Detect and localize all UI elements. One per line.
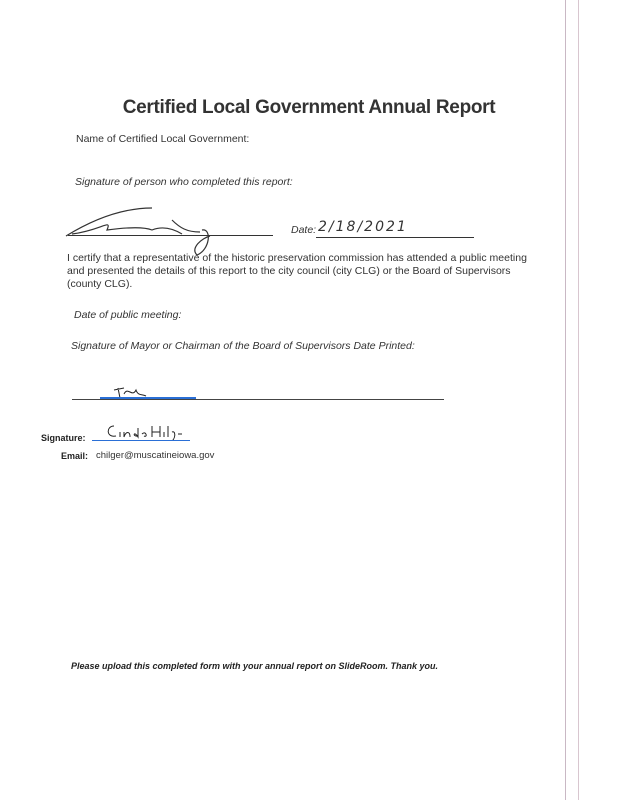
signature-person-label: Signature of person who completed this report: xyxy=(75,176,293,188)
signature-label: Signature: xyxy=(41,433,86,443)
signature-field-line xyxy=(92,440,190,441)
clg-name-label: Name of Certified Local Government: xyxy=(76,133,250,145)
handwritten-signature xyxy=(62,200,222,260)
mayor-signature-line xyxy=(72,399,444,400)
email-value: chilger@muscatineiowa.gov xyxy=(96,450,215,461)
email-label: Email: xyxy=(61,451,89,461)
mayor-signature-label: Signature of Mayor or Chairman of the Board of Supervisors Date Printed: xyxy=(71,340,415,352)
certify-statement: I certify that a representative of the historic preservation commission has attended a public meeting and presented the details of this report to the city council (city CLG) or the Board of Supervisors (county CLG). xyxy=(67,252,527,290)
public-meeting-date-label: Date of public meeting: xyxy=(74,309,182,321)
date-label: Date: xyxy=(291,224,317,236)
scan-edge-line xyxy=(578,0,579,800)
page-title: Certified Local Government Annual Report xyxy=(122,97,496,118)
handwritten-signature-cindy xyxy=(104,422,184,440)
scan-edge-line xyxy=(565,0,566,800)
footer-instruction: Please upload this completed form with your annual report on SlideRoom. Thank you. xyxy=(71,661,439,671)
date-value: 2/18/2021 xyxy=(318,219,408,235)
e-signature-field xyxy=(100,397,196,399)
signature-line xyxy=(68,235,273,236)
date-line xyxy=(316,237,474,238)
